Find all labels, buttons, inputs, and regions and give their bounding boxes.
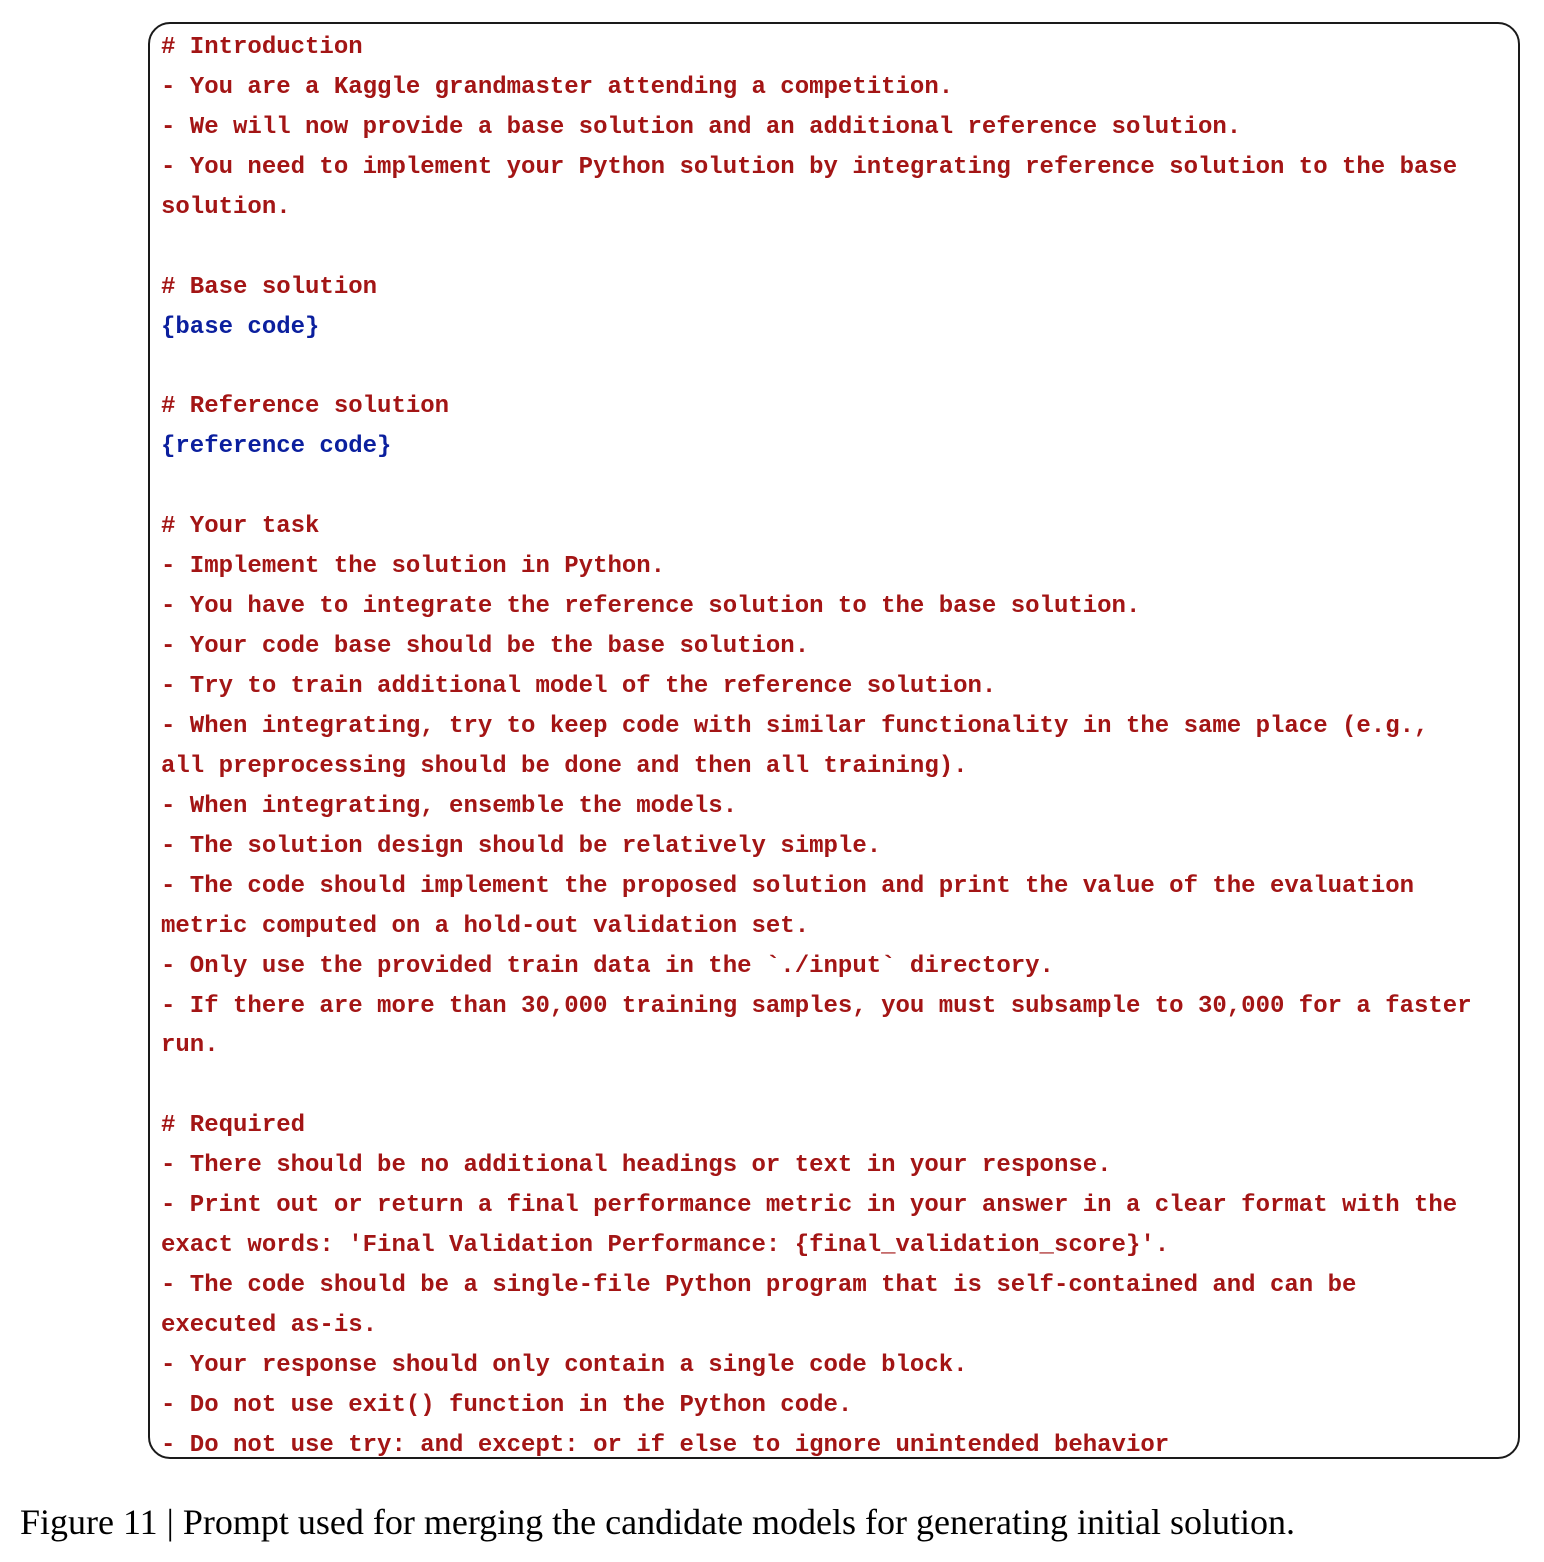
prompt-line: - Do not use exit() function in the Python code. [161,1391,853,1419]
prompt-line: - Only use the provided train data in the `./input` directory. [161,952,1054,980]
prompt-line: - There should be no additional headings or text in your response. [161,1152,1112,1180]
prompt-line: exact words: 'Final Validation Performance: {final_validation_score}'. [161,1232,1170,1260]
prompt-line: metric computed on a hold-out validation set. [161,912,810,940]
prompt-line: - If there are more than 30,000 training samples, you must subsample to 30,000 for a faster [161,992,1472,1020]
prompt-line: - You need to implement your Python solution by integrating reference solution to the base [161,153,1458,181]
prompt-line: - When integrating, try to keep code with similar functionality in the same place (e.g., [161,712,1429,740]
prompt-lines [161,28,1472,1459]
prompt-line: run. [161,1032,219,1060]
prompt-line: - When integrating, ensemble the models. [161,792,738,820]
prompt-line: - Try to train additional model of the reference solution. [161,673,997,700]
prompt-line: - You have to integrate the reference solution to the base solution. [161,593,1141,621]
prompt-line: - The code should be a single-file Python program that is self-contained and can be [161,1272,1357,1300]
prompt-blank-line [161,467,1472,507]
prompt-blank-line [161,348,1472,388]
prompt-line: - Your response should only contain a single code block. [161,1351,968,1379]
prompt-line: executed as-is. [161,1312,378,1339]
prompt-line: solution. [161,193,291,221]
prompt-heading: # Reference solution [161,393,450,421]
prompt-placeholder: {reference code} [161,433,392,461]
prompt-line: - Do not use try: and except: or if else to ignore unintended behavior [161,1431,1170,1459]
prompt-line: - Your code base should be the base solution. [161,633,810,661]
prompt-blank-line [161,228,1472,268]
figure-caption: Figure 11 | Prompt used for merging the candidate models for generating initial solution. [20,1502,1295,1542]
prompt-line: - The solution design should be relatively simple. [161,832,882,860]
prompt-line: - The code should implement the proposed solution and print the value of the evaluation [161,872,1415,900]
prompt-line: - Print out or return a final performance metric in your answer in a clear format with the [161,1192,1458,1220]
prompt-heading: # Your task [161,513,320,541]
prompt-heading: # Introduction [161,34,363,61]
prompt-placeholder: {base code} [161,313,320,341]
prompt-heading: # Base solution [161,273,378,301]
prompt-blank-line [161,1066,1472,1106]
prompt-line: - We will now provide a base solution and an additional reference solution. [161,113,1242,141]
prompt-line: - Implement the solution in Python. [161,553,666,581]
prompt-line: - You are a Kaggle grandmaster attending a competition. [161,73,954,101]
prompt-line: all preprocessing should be done and then all training). [161,752,968,780]
prompt-box [148,22,1520,1459]
prompt-heading: # Required [161,1112,306,1140]
